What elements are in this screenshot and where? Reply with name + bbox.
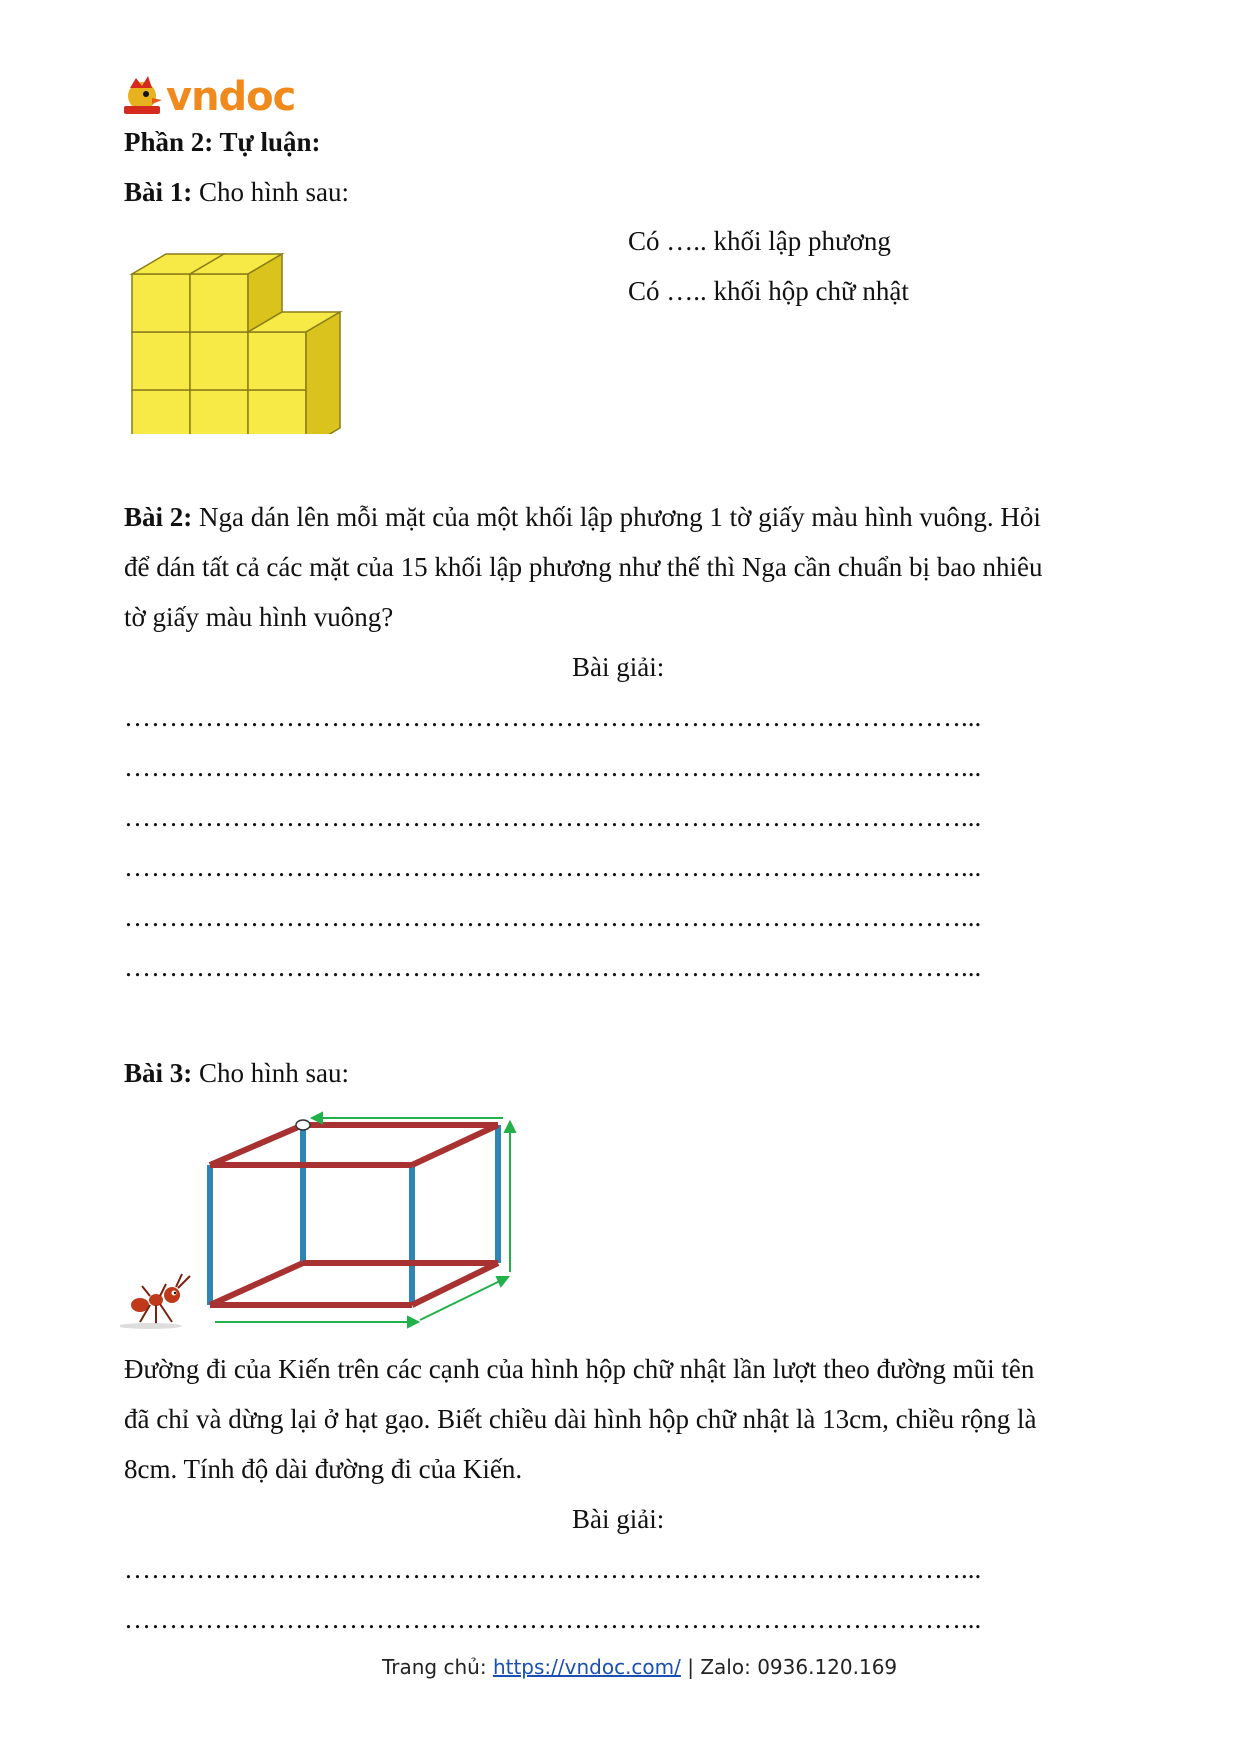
- footer-suffix: | Zalo: 0936.120.169: [680, 1655, 898, 1679]
- bai3-prompt: Cho hình sau:: [192, 1058, 350, 1088]
- cube-front-face: [132, 390, 190, 434]
- rice-grain-icon: [296, 1120, 310, 1130]
- section-title: Phần 2: Tự luận:: [124, 127, 321, 157]
- answer-dots-line[interactable]: …………………………………………………………………………………...: [124, 702, 982, 732]
- cube-front-face: [190, 274, 248, 332]
- cube-front-face: [248, 390, 306, 434]
- logo-text: vndoc: [166, 74, 296, 120]
- bai3-line-1: Đường đi của Kiến trên các cạnh của hình hộp chữ nhật lần lượt theo đường mũi tên: [124, 1354, 1035, 1384]
- cube-front-face: [132, 332, 190, 390]
- cube-front-face: [248, 332, 306, 390]
- bai1-label: Bài 1:: [124, 177, 193, 207]
- answer-dots-line[interactable]: …………………………………………………………………………………...: [124, 1554, 982, 1584]
- cube-front-face: [190, 332, 248, 390]
- bai3-line-2: đã chỉ và dừng lại ở hạt gạo. Biết chiều dài hình hộp chữ nhật là 13cm, chiều rộng là: [124, 1404, 1037, 1434]
- logo-mascot-icon: [122, 74, 166, 120]
- cube-side-face: [306, 312, 340, 434]
- answer-dots-line[interactable]: …………………………………………………………………………………...: [124, 752, 982, 782]
- bai3-label: Bài 3:: [124, 1058, 193, 1088]
- vndoc-logo[interactable]: [122, 74, 312, 122]
- bai2-line-3: tờ giấy màu hình vuông?: [124, 602, 394, 632]
- answer-dots-line[interactable]: …………………………………………………………………………………...: [124, 902, 982, 932]
- stacked-cubes-figure: [124, 224, 354, 434]
- bai1-prompt: Cho hình sau:: [192, 177, 350, 207]
- bai1-heading: [124, 179, 349, 206]
- page-footer: [382, 1655, 897, 1679]
- homepage-link[interactable]: https://vndoc.com/: [492, 1655, 681, 1679]
- bai3-heading: [124, 1060, 349, 1087]
- bai3-line-3: 8cm. Tính độ dài đường đi của Kiến.: [124, 1454, 523, 1484]
- ant-icon: [120, 1274, 190, 1329]
- bai2-text-1: Nga dán lên mỗi mặt của một khối lập phương 1 tờ giấy màu hình vuông. Hỏi: [192, 502, 1041, 532]
- answer-dots-line[interactable]: …………………………………………………………………………………...: [124, 802, 982, 832]
- bai2-line-1: [124, 504, 1041, 531]
- cube-front-face: [132, 274, 190, 332]
- bai1-answer-boxes: Có ….. khối hộp chữ nhật: [628, 276, 909, 306]
- cube-front-face: [190, 390, 248, 434]
- bai1-answer-cubes: Có ….. khối lập phương: [628, 226, 891, 256]
- answer-dots-line[interactable]: …………………………………………………………………………………...: [124, 952, 982, 982]
- bai2-label: Bài 2:: [124, 502, 193, 532]
- footer-prefix: Trang chủ:: [382, 1655, 493, 1679]
- answer-dots-line[interactable]: …………………………………………………………………………………...: [124, 1604, 982, 1634]
- answer-dots-line[interactable]: …………………………………………………………………………………...: [124, 852, 982, 882]
- bai3-solution-heading: Bài giải:: [572, 1504, 665, 1534]
- bai2-line-2: để dán tất cả các mặt của 15 khối lập phương như thế thì Nga cần chuẩn bị bao nhiêu: [124, 552, 1043, 582]
- box-path-figure: [120, 1100, 540, 1330]
- bai2-solution-heading: Bài giải:: [572, 652, 665, 682]
